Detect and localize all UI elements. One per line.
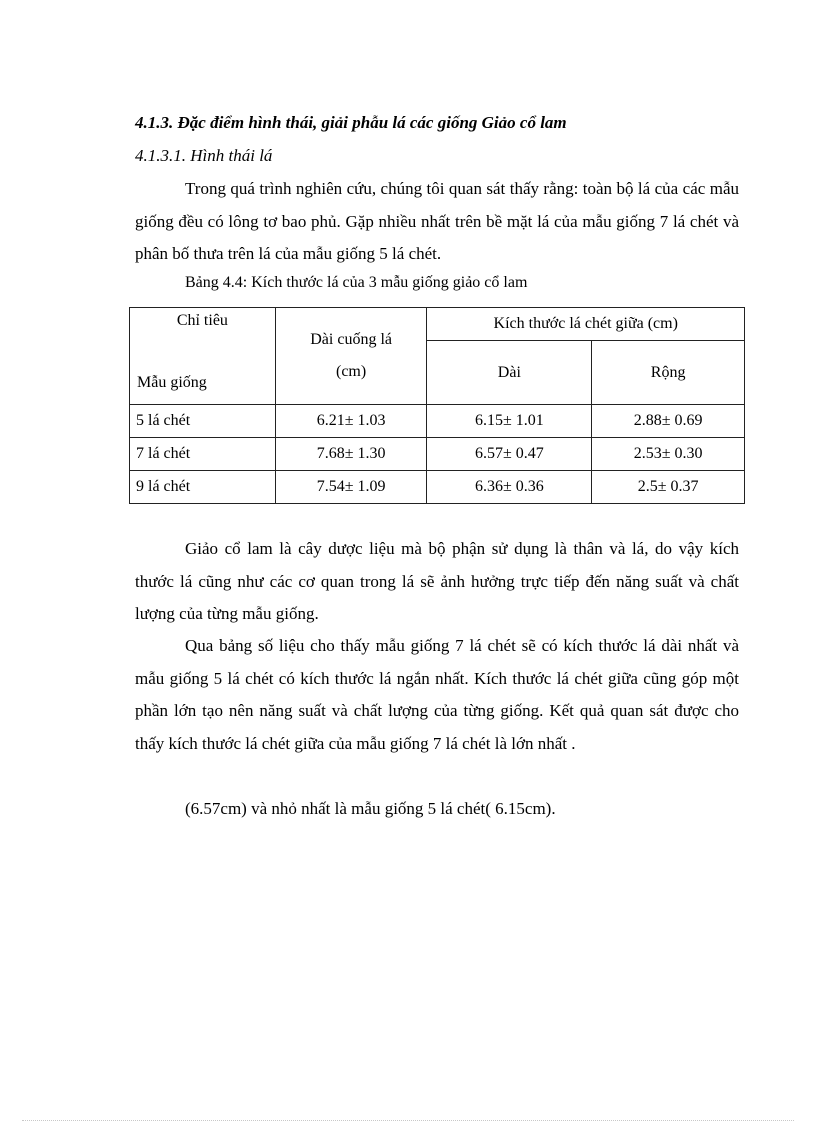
page-bottom-divider (22, 1120, 794, 1121)
section-subheading: 4.1.3.1. Hình thái lá (135, 146, 273, 165)
cell-width: 2.5± 0.37 (592, 471, 745, 504)
cell-petiole: 7.54± 1.09 (275, 471, 427, 504)
table-row (130, 405, 745, 438)
table-caption: Bảng 4.4: Kích thước lá của 3 mẫu giống giảo cổ lam (185, 274, 528, 291)
cell-variety: 7 lá chét (130, 438, 276, 471)
header-petiole-unit: (cm) (336, 363, 367, 380)
section-heading: 4.1.3. Đặc điểm hình thái, giải phẫu lá các giống Giảo cổ lam (135, 113, 567, 132)
cell-petiole: 6.21± 1.03 (275, 405, 427, 438)
table-row (130, 471, 745, 504)
body-paragraph: Giảo cổ lam là cây dược liệu mà bộ phận sử dụng là thân và lá, do vậy kích thước lá cũng như các cơ quan trong lá sẽ ảnh hưởng trực tiếp đến năng suất và chất lượng của từng mẫu giống. (135, 539, 739, 623)
header-leaflet-group: Kích thước lá chét giữa (cm) (427, 308, 745, 341)
cell-petiole: 7.68± 1.30 (275, 438, 427, 471)
header-length: Dài (427, 341, 592, 405)
cell-width: 2.53± 0.30 (592, 438, 745, 471)
cell-length: 6.57± 0.47 (427, 438, 592, 471)
header-petiole-cell (275, 308, 427, 405)
header-criteria: Chỉ tiêu (176, 312, 228, 329)
cell-variety: 9 lá chét (130, 471, 276, 504)
body-paragraph: (6.57cm) và nhỏ nhất là mẫu giống 5 lá chét( 6.15cm). (185, 799, 556, 818)
cell-width: 2.88± 0.69 (592, 405, 745, 438)
body-paragraph: Qua bảng số liệu cho thấy mẫu giống 7 lá chét sẽ có kích thước lá dài nhất và mẫu giống 5 lá chét có kích thước lá ngắn nhất. Kích thước lá chét giữa cũng góp một phần lớn tạo nên năng suất và chất lượng của từng giống. Kết quả quan sát được cho thấy kích thước lá chét giữa của mẫu giống 7 lá chét là lớn nhất . (135, 636, 739, 753)
header-width: Rộng (592, 341, 745, 405)
table-row (130, 438, 745, 471)
intro-paragraph: Trong quá trình nghiên cứu, chúng tôi quan sát thấy rằng: toàn bộ lá của các mẫu giống đều có lông tơ bao phủ. Gặp nhiều nhất trên bề mặt lá của mẫu giống 7 lá chét và phân bố thưa trên lá của mẫu giống 5 lá chét. (135, 179, 739, 263)
header-petiole-label: Dài cuống lá (310, 331, 392, 348)
cell-length: 6.36± 0.36 (427, 471, 592, 504)
header-variety: Mẫu giống (137, 374, 207, 391)
cell-variety: 5 lá chét (130, 405, 276, 438)
leaf-size-table (129, 307, 745, 504)
header-criteria-cell (130, 308, 276, 405)
cell-length: 6.15± 1.01 (427, 405, 592, 438)
